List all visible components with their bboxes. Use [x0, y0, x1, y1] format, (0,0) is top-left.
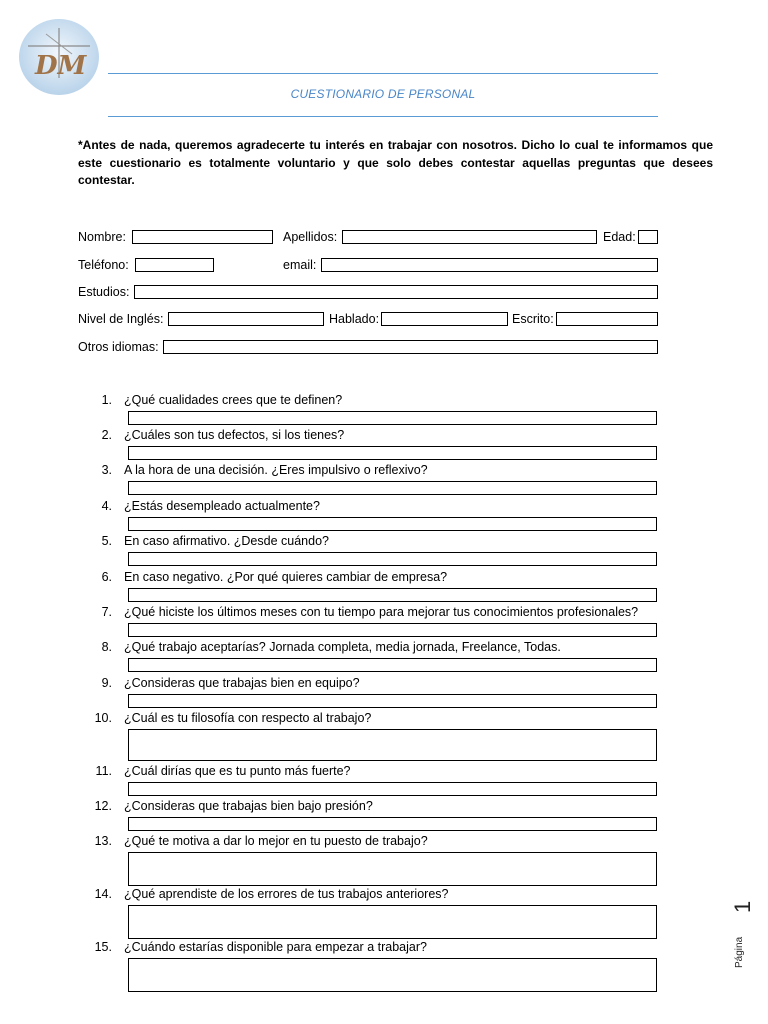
- question-text: ¿Qué trabajo aceptarías? Jornada completa, media jornada, Freelance, Todas.: [124, 640, 561, 654]
- email-field[interactable]: [321, 258, 658, 272]
- question-number: 14.: [94, 887, 112, 901]
- email-label: email:: [283, 258, 317, 272]
- question-number: 13.: [94, 834, 112, 848]
- otros-idiomas-field[interactable]: [163, 340, 658, 354]
- question-number: 12.: [94, 799, 112, 813]
- answer-field[interactable]: [128, 658, 657, 672]
- answer-field[interactable]: [128, 958, 657, 992]
- page-word: Página: [734, 936, 745, 968]
- telefono-field[interactable]: [135, 258, 214, 272]
- question-text: ¿Cuál dirías que es tu punto más fuerte?: [124, 764, 351, 778]
- question-number: 6.: [101, 570, 112, 584]
- question-text: ¿Consideras que trabajas bien bajo presión?: [124, 799, 373, 813]
- answer-field[interactable]: [128, 588, 657, 602]
- intro-paragraph: *Antes de nada, queremos agradecerte tu interés en trabajar con nosotros. Dicho lo cual te informamos que este cuestionario es totalmente voluntario y que solo debes contestar aquellas preguntas que desees contestar.: [78, 138, 713, 187]
- question-text: A la hora de una decisión. ¿Eres impulsivo o reflexivo?: [124, 463, 428, 477]
- escrito-field[interactable]: [556, 312, 658, 326]
- question-number: 15.: [94, 940, 112, 954]
- answer-field[interactable]: [128, 817, 657, 831]
- estudios-field[interactable]: [134, 285, 658, 299]
- document-title: CUESTIONARIO DE PERSONAL: [290, 87, 476, 101]
- header-rule-top: [108, 73, 658, 74]
- question-text: ¿Consideras que trabajas bien en equipo?: [124, 676, 360, 690]
- hablado-label: Hablado:: [329, 312, 380, 326]
- company-logo: [18, 18, 100, 96]
- question-number: 1.: [101, 393, 112, 407]
- answer-field[interactable]: [128, 623, 657, 637]
- nombre-label: Nombre:: [78, 230, 126, 244]
- answer-field[interactable]: [128, 411, 657, 425]
- question-text: ¿Cuándo estarías disponible para empezar a trabajar?: [124, 940, 427, 954]
- question-text: ¿Qué cualidades crees que te definen?: [124, 393, 343, 407]
- question-text: En caso negativo. ¿Por qué quieres cambiar de empresa?: [124, 570, 448, 584]
- edad-label: Edad:: [603, 230, 636, 244]
- question-number: 5.: [101, 534, 112, 548]
- nivel-ingles-field[interactable]: [168, 312, 324, 326]
- question-text: ¿Cuál es tu filosofía con respecto al trabajo?: [124, 711, 372, 725]
- nombre-field[interactable]: [132, 230, 273, 244]
- question-text: ¿Cuáles son tus defectos, si los tienes?: [124, 428, 345, 442]
- question-number: 7.: [101, 605, 112, 619]
- answer-field[interactable]: [128, 782, 657, 796]
- question-text: En caso afirmativo. ¿Desde cuándo?: [124, 534, 329, 548]
- question-text: ¿Qué hiciste los últimos meses con tu tiempo para mejorar tus conocimientos profesionales?: [124, 605, 639, 619]
- answer-field[interactable]: [128, 517, 657, 531]
- question-number: 10.: [94, 711, 112, 725]
- otros-idiomas-label: Otros idiomas:: [78, 340, 159, 354]
- escrito-label: Escrito:: [512, 312, 554, 326]
- question-text: ¿Estás desempleado actualmente?: [124, 499, 320, 513]
- estudios-label: Estudios:: [78, 285, 130, 299]
- answer-field[interactable]: [128, 852, 657, 886]
- answer-field[interactable]: [128, 694, 657, 708]
- question-text: ¿Qué te motiva a dar lo mejor en tu puesto de trabajo?: [124, 834, 428, 848]
- hablado-field[interactable]: [381, 312, 508, 326]
- telefono-label: Teléfono:: [78, 258, 129, 272]
- answer-field[interactable]: [128, 905, 657, 939]
- nivel-ingles-label: Nivel de Inglés:: [78, 312, 164, 326]
- page-number: 1: [730, 900, 755, 913]
- edad-field[interactable]: [638, 230, 658, 244]
- logo-text: DM: [35, 51, 87, 81]
- question-number: 3.: [101, 463, 112, 477]
- answer-field[interactable]: [128, 729, 657, 761]
- answer-field[interactable]: [128, 446, 657, 460]
- question-number: 11.: [95, 764, 112, 778]
- apellidos-field[interactable]: [342, 230, 597, 244]
- apellidos-label: Apellidos:: [283, 230, 338, 244]
- answer-field[interactable]: [128, 552, 657, 566]
- question-number: 8.: [101, 640, 112, 654]
- question-text: ¿Qué aprendiste de los errores de tus trabajos anteriores?: [124, 887, 449, 901]
- question-number: 9.: [101, 676, 112, 690]
- header-rule-bottom: [108, 116, 658, 117]
- question-number: 2.: [101, 428, 112, 442]
- question-number: 4.: [101, 499, 112, 513]
- answer-field[interactable]: [128, 481, 657, 495]
